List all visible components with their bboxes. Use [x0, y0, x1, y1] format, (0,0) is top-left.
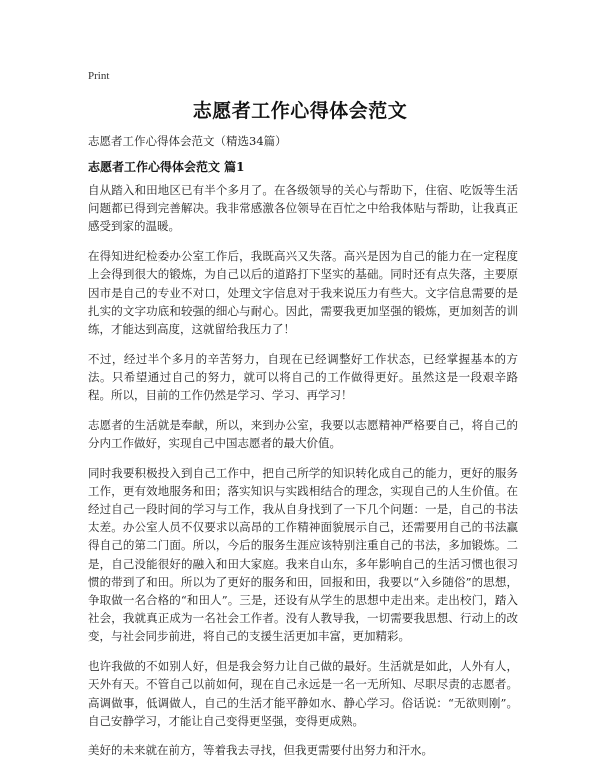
paragraph: 同时我要积极投入到自己工作中，把自己所学的知识转化成自己的能力，更好的服务工作，更有效地服务和田；落实知识与实践相结合的理念，实现自己的人生价值。在经过自己一段时间的学习与工作，我从自身找到了一下几个问题：一是，自己的书法太差。办公室人员不仅要求以高昂的工作精神面貌展示自己，还需要用自己的书法赢得自己的第二门面。所以，今后的服务生涯应该特别注重自己的书法，多加锻炼。二是，自己没能很好的融入和田大家庭。我来自山东，多年影响自己的生活习惯也很习惯的带到了和田。所以为了更好的服务和田，回报和田，我要以“入乡随俗”的思想，争取做一名合格的“和田人”。三是，还设有从学生的思想中走出来。走出校门，踏入社会，我就真正成为一名社会工作者。没有人教导我，一切需要我思想、行动上的改变，与社会同步前进，将自己的支援生活更加丰富，更加精彩。 — [88, 465, 518, 644]
document-title: 志愿者工作心得体会范文 — [192, 100, 408, 122]
paragraph: 志愿者的生活就是奉献，所以，来到办公室，我要以志愿精神严格要自己，将自己的分内工作做好，实现自己中国志愿者的最大价值。 — [88, 417, 518, 450]
paragraph: 自从踏入和田地区已有半个多月了。在各级领导的关心与帮助下，住宿、吃饭等生活问题都已得到完善解决。我非常感激各位领导在百忙之中给我体贴与帮助，让我真正感受到家的温暖。 — [88, 183, 518, 234]
document-body — [88, 181, 518, 771]
paragraph: 也许我做的不如别人好，但是我会努力让自己做的最好。生活就是如此，人外有人，天外有天。不管自己以前如何，现在自己永远是一名一无所知、尽职尽责的志愿者。高调做事，低调做人，自己的生活才能平静如水、静心学习。俗话说：“无欲则刚”。自己安静学习，才能让自己变得更坚强，变得更成熟。 — [88, 659, 518, 728]
paragraph: 在得知进纪检委办公室工作后，我既高兴又失落。高兴是因为自己的能力在一定程度上会得到很大的锻炼，为自己以后的道路打下坚实的基础。同时还有点失落，主要原因市是自己的专业不对口，处理文字信息对于我来说压力有些大。文字信息需要的是扎实的文字功底和较强的细心与耐心。因此，需要我更加坚强的锻炼，更加刻苦的训练，才能达到高度，这就留给我压力了！ — [88, 249, 518, 336]
paragraph: 不过，经过半个多月的辛苦努力，自现在已经调整好工作状态，已经掌握基本的方法。只希望通过自己的努力，就可以将自己的工作做得更好。虽然这是一段艰辛路程。所以，目前的工作仍然是学习、学习、再学习！ — [88, 351, 518, 403]
section-heading: 志愿者工作心得体会范文 篇1 — [88, 160, 245, 174]
document-subtitle: 志愿者工作心得体会范文（精选34篇） — [88, 134, 287, 148]
paragraph: 美好的未来就在前方，等着我去寻找，但我更需要付出努力和汗水。 — [88, 743, 433, 758]
print-link[interactable]: Print — [88, 70, 110, 82]
